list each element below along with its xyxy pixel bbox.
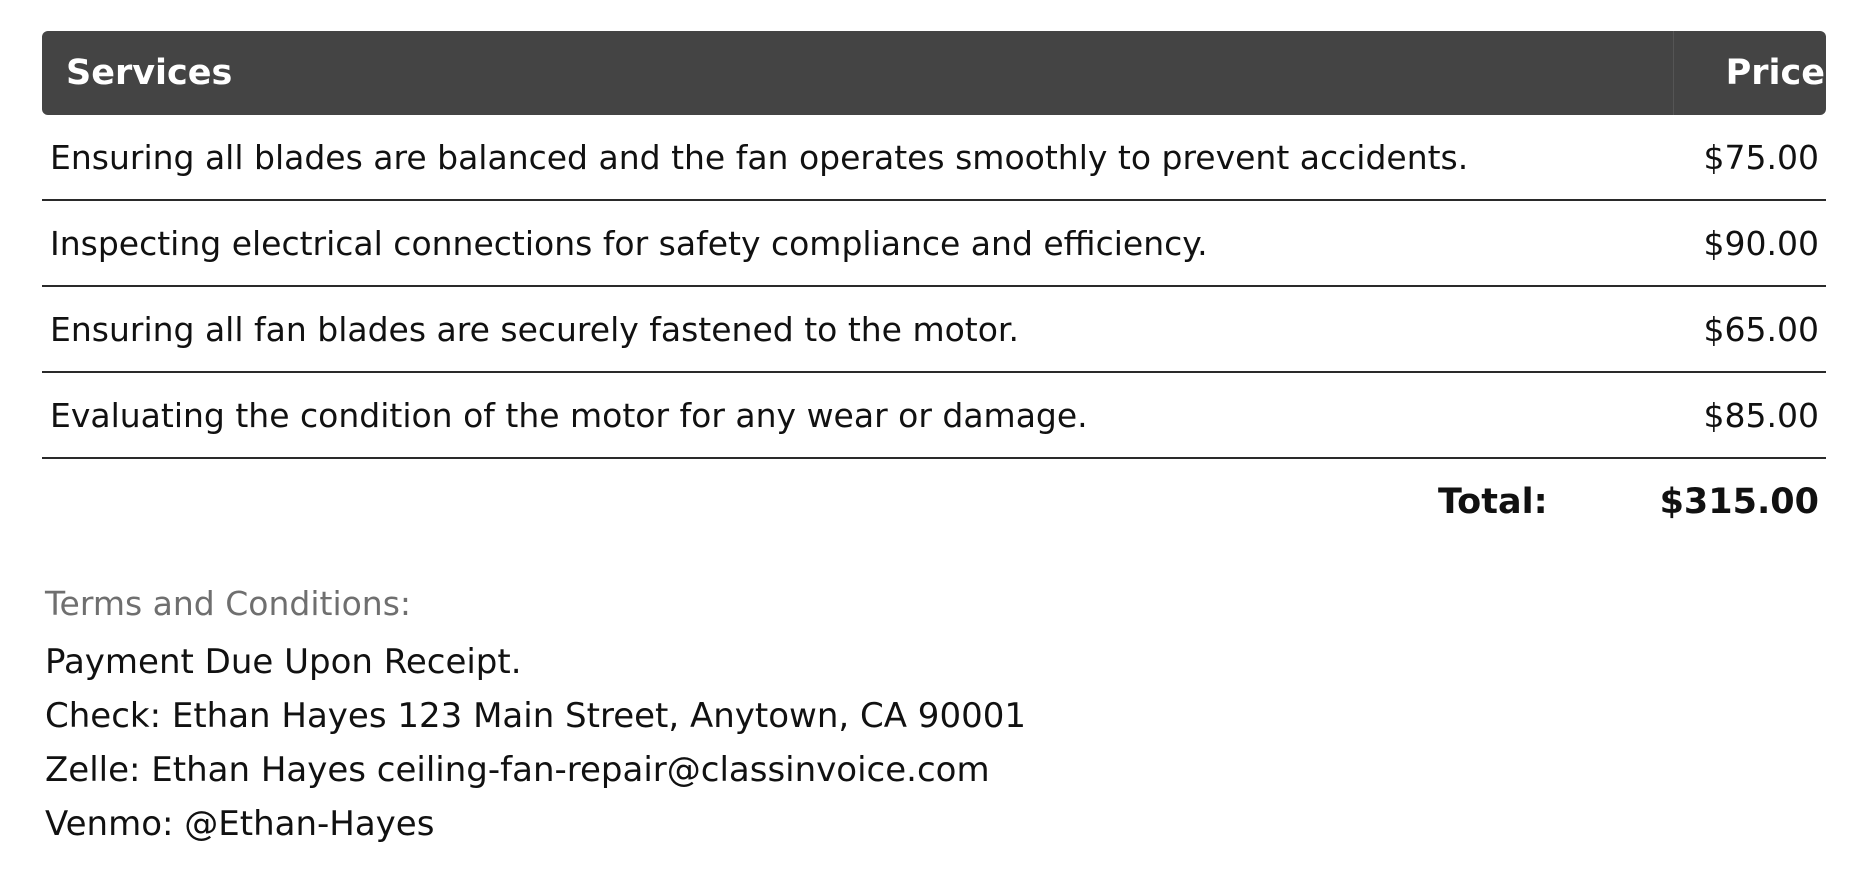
check-payment-line: Check: Ethan Hayes 123 Main Street, Anytown, CA 90001 — [45, 696, 1026, 736]
venmo-payment-line: Venmo: @Ethan-Hayes — [45, 804, 435, 844]
table-row — [42, 115, 1826, 201]
service-price: $85.00 — [1703, 395, 1819, 435]
service-price: $75.00 — [1703, 137, 1819, 177]
total-row — [42, 459, 1826, 545]
table-row — [42, 287, 1826, 373]
table-row — [42, 201, 1826, 287]
table-header — [42, 31, 1826, 115]
price-column-header-label: Price — [1725, 53, 1825, 93]
service-description: Ensuring all fan blades are securely fastened to the motor. — [50, 309, 1019, 349]
payment-due-line: Payment Due Upon Receipt. — [45, 642, 522, 682]
invoice-services-table — [42, 31, 1826, 545]
terms-and-conditions — [45, 580, 1245, 851]
zelle-payment-line: Zelle: Ethan Hayes ceiling-fan-repair@classinvoice.com — [45, 750, 990, 790]
service-price: $90.00 — [1703, 223, 1819, 263]
total-label: Total: — [1437, 482, 1548, 522]
table-row — [42, 373, 1826, 459]
service-description: Inspecting electrical connections for safety compliance and efficiency. — [50, 223, 1208, 263]
service-description: Ensuring all blades are balanced and the fan operates smoothly to prevent accidents. — [50, 137, 1469, 177]
service-description: Evaluating the condition of the motor for any wear or damage. — [50, 395, 1088, 435]
total-value: $315.00 — [1659, 482, 1819, 522]
service-price: $65.00 — [1703, 309, 1819, 349]
terms-title: Terms and Conditions: — [45, 584, 412, 623]
services-column-header: Services — [66, 53, 233, 93]
price-column-header — [1673, 31, 1826, 115]
